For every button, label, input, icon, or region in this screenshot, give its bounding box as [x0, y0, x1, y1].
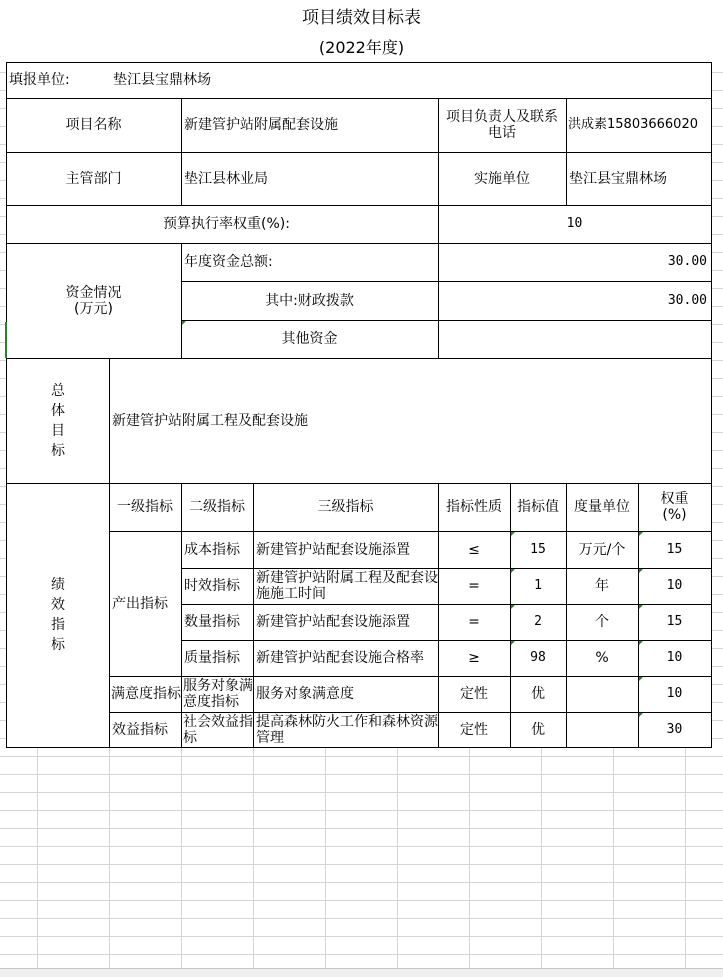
filler-label: 填报单位:	[9, 72, 70, 88]
funds-other-label: 其他资金	[281, 331, 338, 347]
l1-satisfaction: 满意度指标	[111, 686, 181, 702]
selection-indicator	[5, 322, 7, 358]
row-l2: 服务对象满意度指标	[183, 678, 253, 710]
row-value: 优	[531, 686, 545, 702]
row-l2: 社会效益指标	[183, 713, 253, 746]
row-value: 优	[531, 721, 545, 738]
perf-label: 绩效指标	[51, 577, 65, 653]
row-l2: 时效指标	[184, 578, 240, 594]
funds-fiscal-value: 30.00	[667, 292, 707, 308]
row-unit: %	[595, 650, 609, 666]
header-l3: 三级指标	[317, 499, 374, 515]
row-l3: 新建管护站配套设施添置	[256, 541, 410, 558]
row-value: 2	[534, 614, 542, 629]
row-unit	[566, 712, 638, 747]
row-weight: 15	[666, 614, 683, 629]
row-weight: 10	[666, 686, 683, 701]
row-weight: 10	[666, 650, 683, 665]
contact-value: 洪成素15803666020	[568, 117, 698, 132]
funds-total-value: 30.00	[667, 254, 707, 269]
row-l3: 新建管护站附属工程及配套设施施工时间	[256, 570, 438, 602]
row-unit	[566, 676, 638, 712]
row-l3: 服务对象满意度	[256, 686, 354, 702]
goal-label: 总体目标	[51, 382, 65, 459]
row-value: 1	[534, 578, 542, 593]
dept-value: 垫江县林业局	[184, 170, 268, 187]
header-nature: 指标性质	[446, 499, 502, 515]
row-l3: 提高森林防火工作和森林资源管理	[256, 713, 438, 746]
row-nature: =	[468, 578, 480, 594]
l1-benefit: 效益指标	[112, 721, 168, 738]
funds-label: 资金情况 (万元)	[65, 284, 122, 317]
row-weight: 15	[666, 541, 683, 557]
row-nature: ≤	[468, 541, 480, 558]
page-title: 项目绩效目标表	[302, 8, 421, 28]
row-nature: =	[468, 614, 480, 630]
header-l1: 一级指标	[117, 499, 173, 515]
row-weight: 10	[666, 578, 683, 593]
row-weight: 30	[666, 721, 683, 737]
row-unit: 年	[595, 578, 609, 594]
row-l2: 质量指标	[184, 650, 240, 666]
impl-label: 实施单位	[474, 170, 530, 187]
dept-label: 主管部门	[65, 170, 122, 187]
impl-value: 垫江县宝鼎林场	[569, 170, 667, 187]
filler-value: 垫江县宝鼎林场	[113, 72, 211, 88]
row-l3: 新建管护站配套设施合格率	[256, 650, 424, 666]
header-weight: 权重 (%)	[660, 491, 689, 523]
row-l2: 数量指标	[184, 614, 240, 630]
goal-value: 新建管护站附属工程及配套设施	[112, 412, 308, 429]
row-value: 98	[530, 650, 546, 665]
budget-label: 预算执行率权重(%):	[163, 216, 290, 232]
project-name-label: 项目名称	[65, 117, 122, 133]
row-nature: 定性	[460, 721, 488, 738]
project-name-value: 新建管护站附属配套设施	[184, 117, 338, 133]
row-l3: 新建管护站配套设施添置	[256, 614, 410, 630]
funds-total-label: 年度资金总额:	[184, 254, 273, 270]
l1-output: 产出指标	[112, 595, 168, 612]
funds-other-value	[438, 320, 711, 358]
funds-fiscal-label: 其中:财政拨款	[265, 292, 354, 309]
row-nature: 定性	[460, 686, 488, 702]
contact-label: 项目负责人及联系电话	[446, 109, 558, 141]
year-subtitle: (2022年度)	[318, 38, 405, 57]
row-unit: 万元/个	[578, 541, 626, 558]
header-unit: 度量单位	[574, 499, 630, 515]
budget-value: 10	[566, 216, 583, 231]
row-nature: ≥	[468, 650, 480, 666]
row-value: 15	[530, 541, 546, 557]
header-value: 指标值	[517, 499, 559, 515]
row-l2: 成本指标	[184, 541, 240, 558]
header-l2: 二级指标	[189, 499, 245, 515]
row-unit: 个	[595, 614, 609, 630]
